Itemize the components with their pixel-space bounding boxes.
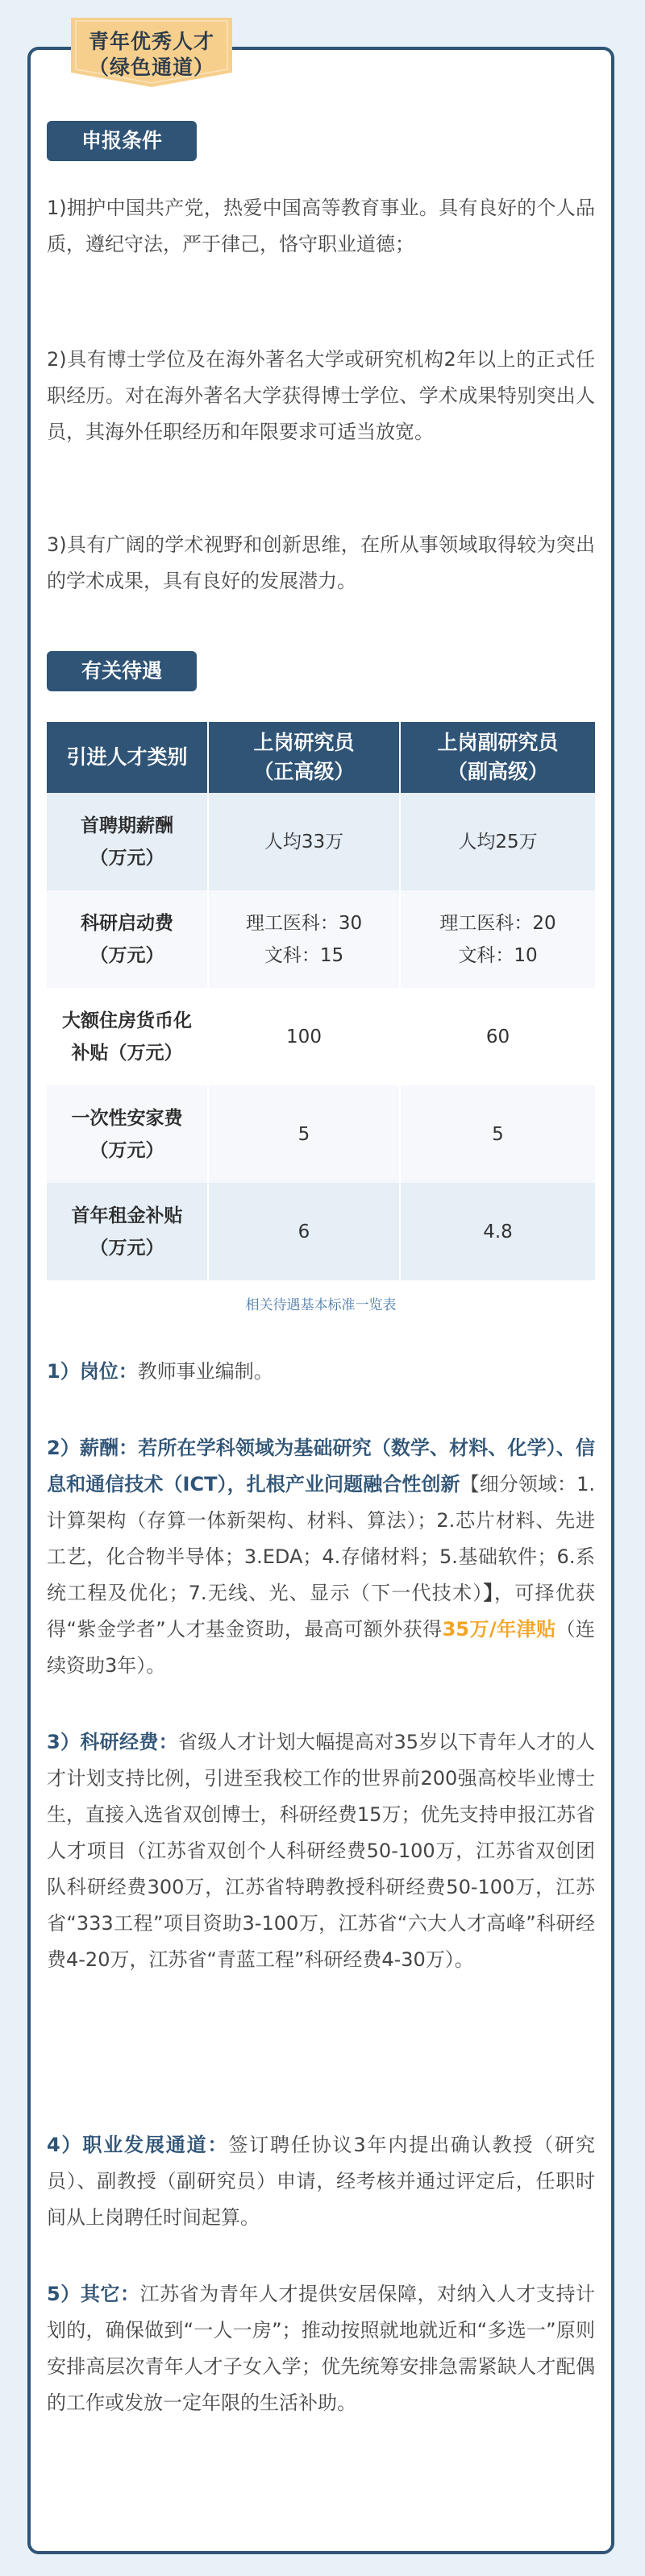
item-heading: 3）科研经费： [47, 1731, 178, 1753]
cell-researcher: 人均33万 [208, 793, 400, 890]
item-text: 签订聘任协议3年内提出确认教授（研究员）、副教授（副研究员）申请，经考核并通过评定后，任职时间从上岗聘任时间起算。 [47, 2134, 595, 2229]
item-text: ，可择优获得“紫金学者”人才基金资助，最高可额外获得 [47, 1582, 596, 1641]
item-text: （连续资助3年）。 [47, 1618, 596, 1677]
header-category: 引进人才类别 [47, 722, 208, 793]
item-research-funding [47, 1724, 595, 1978]
item-post [47, 1354, 595, 1390]
cell-associate: 60 [400, 988, 595, 1085]
allowance-highlight: 35万/年津贴 [442, 1618, 556, 1641]
row-category: 一次性安家费 （万元） [47, 1085, 208, 1183]
item-salary [47, 1430, 595, 1684]
table-row [47, 1085, 595, 1183]
item-heading: 4）职业发展通道： [47, 2134, 229, 2156]
cell-researcher: 100 [208, 988, 400, 1085]
row-category: 首聘期薪酬 （万元） [47, 793, 208, 890]
cell-associate: 5 [400, 1085, 595, 1183]
cell-researcher: 理工医科：30 文科：15 [208, 890, 400, 988]
cell-associate: 4.8 [400, 1183, 595, 1280]
item-career-path [47, 2127, 595, 2236]
table-caption: 相关待遇基本标准一览表 [245, 1297, 397, 1313]
item-text: 江苏省为青年人才提供安居保障，对纳入人才支持计划的，确保做到“一人一房”；推动按照就地就近和“多选一”原则安排高层次青年人才子女入学；优先统筹安排急需紧缺人才配偶的工作或发放一定年限的生活补助。 [47, 2283, 596, 2414]
item-heading: 1）岗位： [47, 1360, 138, 1383]
cell-associate: 人均25万 [400, 793, 595, 890]
row-category: 首年租金补贴 （万元） [47, 1183, 208, 1280]
row-category: 大额住房货币化 补贴（万元） [47, 988, 208, 1085]
banner-title-line2: （绿色通道） [88, 56, 214, 79]
cell-researcher: 5 [208, 1085, 400, 1183]
table-row [47, 988, 595, 1085]
banner-ribbon [71, 18, 232, 87]
row-category: 科研启动费 （万元） [47, 890, 208, 988]
item-other [47, 2276, 595, 2421]
table-header-row [47, 722, 595, 793]
item-text: 教师事业编制。 [137, 1360, 273, 1383]
section-tag-benefits: 有关待遇 [47, 651, 197, 691]
condition-paragraph: 1)拥护中国共产党，热爱中国高等教育事业。具有良好的个人品质，遵纪守法，严于律己，恪守职业道德； [47, 197, 595, 255]
item-heading: 5）其它： [47, 2283, 140, 2305]
item-text: 】 [483, 1582, 494, 1604]
condition-paragraph: 3)具有广阔的学术视野和创新思维，在所从事领域取得较为突出的学术成果，具有良好的发展潜力。 [47, 533, 595, 592]
table-row [47, 1183, 595, 1280]
section-tag-conditions: 申报条件 [47, 121, 197, 161]
condition-paragraph: 2)具有博士学位及在海外著名大学或研究机构2年以上的正式任职经历。对在海外著名大学获得博士学位、学术成果特别突出人员，其海外任职经历和年限要求可适当放宽。 [47, 348, 595, 443]
header-associate-researcher: 上岗副研究员 （副高级） [400, 722, 595, 793]
banner-title-line1: 青年优秀人才 [88, 30, 214, 53]
item-text: 省级人才计划大幅提高对35岁以下青年人才的人才计划支持比例，引进至我校工作的世界前200强高校毕业博士生，直接入选省双创博士，科研经费15万；优先支持申报江苏省人才项目（江苏省双创个人科研经费50-100万，江苏省双创团队科研经费300万，江苏省特聘教授科研经费50-100万，江苏省“333工程”项目资助3-100万，江苏省“六大人才高峰”科研经费4-20万，江苏省“青蓝工程”科研经费4-30万）。 [47, 1731, 595, 1971]
cell-associate: 理工医科：20 文科：10 [400, 890, 595, 988]
benefits-table [47, 722, 595, 1280]
table-row [47, 793, 595, 890]
cell-researcher: 6 [208, 1183, 400, 1280]
header-researcher: 上岗研究员 （正高级） [208, 722, 400, 793]
table-row [47, 890, 595, 988]
item-text: 【细分领域：1.计算架构（存算一体新架构、材料、算法）；2.芯片材料、先进工艺，化合物半导体；3.EDA；4.存储材料；5.基础软件；6.系统工程及优化；7.无线、光、显示（下一代技术） [47, 1473, 595, 1604]
item-heading: 2）薪酬：若所在学科领域为基础研究（数学、材料、化学）、信息和通信技术（ICT），扎根产业问题融合性创新 [47, 1437, 595, 1495]
